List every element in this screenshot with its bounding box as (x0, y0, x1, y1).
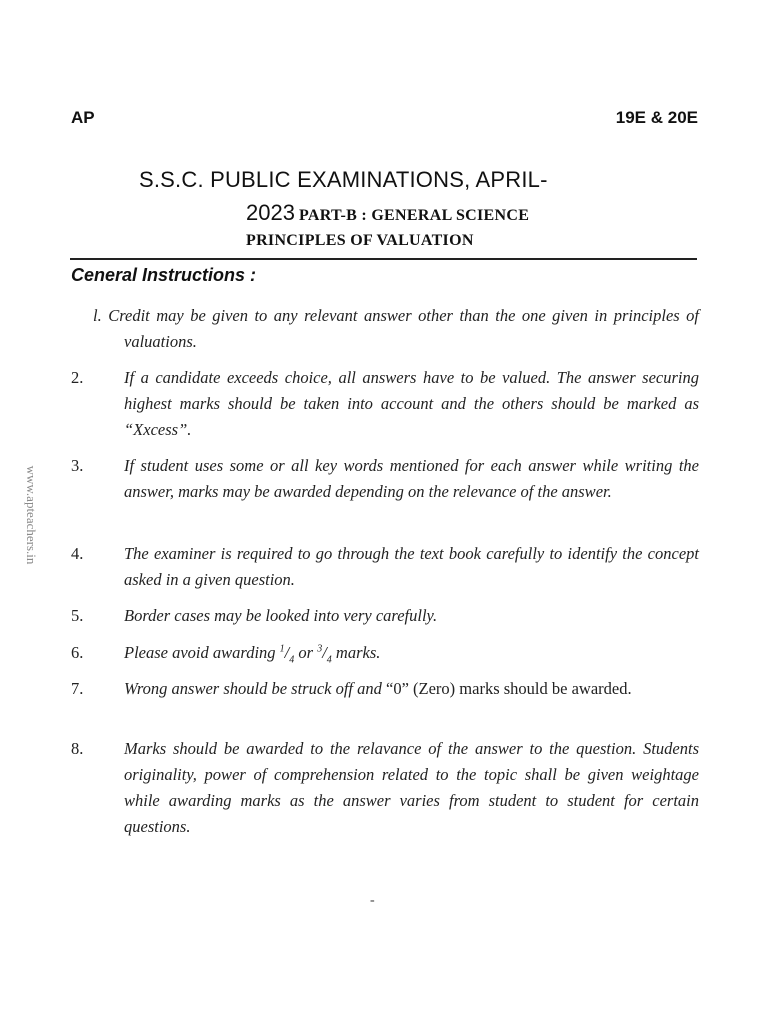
fraction-three-quarters: $^3/_4$ (317, 643, 332, 666)
instruction-number: 2. (71, 368, 84, 387)
instruction-number: 4. (71, 544, 84, 563)
instruction-number: 7. (71, 679, 84, 698)
instruction-item-7 (71, 677, 699, 701)
instruction-text: If a candidate exceeds choice, all answers have to be valued. The answer securing highest marks should be taken into account and the others should be marked as “Xxcess”. (124, 368, 699, 439)
instruction-item-3 (71, 453, 699, 505)
instruction-item-1 (71, 303, 699, 355)
fraction-denominator: 4 (289, 654, 295, 666)
exam-year: 2023 (246, 200, 295, 225)
fraction-one-quarter: $^1/_4$ (279, 643, 295, 666)
instruction-item-2 (71, 365, 699, 443)
instruction-text: Wrong answer should be struck off and (124, 679, 382, 698)
instruction-number: 3. (71, 456, 84, 475)
instruction-text: or (298, 643, 314, 662)
instruction-number: 5. (71, 606, 84, 625)
instruction-item-8 (71, 736, 699, 840)
instruction-number: l. (93, 306, 102, 325)
instruction-number: 6. (71, 643, 84, 662)
exam-title: S.S.C. PUBLIC EXAMINATIONS, APRIL- (139, 167, 548, 192)
exam-part: PART-B : GENERAL SCIENCE (298, 207, 530, 224)
instruction-text: marks. (335, 643, 381, 662)
instruction-text-upright: “0” (Zero) marks should be awarded. (386, 679, 632, 698)
instruction-text: The examiner is required to go through the text book carefully to identify the concept asked in a given question. (124, 544, 699, 589)
document-heading: PRINCIPLES OF VALUATION (246, 232, 474, 249)
instruction-text: Marks should be awarded to the relavance of the answer to the question. Students originality, power of comprehension related to the topic shall be given weightage while awarding marks as the answer varies from student to student for certain questions. (124, 739, 699, 836)
page-marker: - (370, 893, 375, 908)
instruction-text: If student uses some or all key words mentioned for each answer while writing the answer, marks may be awarded depending on the relevance of the answer. (124, 456, 699, 501)
instruction-text: Credit may be given to any relevant answer other than the one given in principles of valuations. (108, 306, 699, 351)
watermark: www.apteachers.in (24, 465, 39, 565)
instruction-text: Border cases may be looked into very carefully. (124, 606, 438, 625)
instruction-text: Please avoid awarding (124, 643, 276, 662)
paper-code-left: AP (71, 108, 95, 127)
exam-subtitle (246, 200, 529, 226)
paper-code-right: 19E & 20E (615, 108, 698, 127)
section-heading: Ceneral Instructions : (71, 265, 257, 285)
fraction-numerator: 1 (279, 643, 285, 655)
instruction-item-4 (71, 541, 699, 593)
instruction-item-6 (71, 640, 699, 666)
fraction-numerator: 3 (317, 643, 323, 655)
fraction-denominator: 4 (326, 654, 332, 666)
instruction-item-5 (71, 603, 699, 629)
instruction-number: 8. (71, 739, 84, 758)
divider-rule (70, 258, 697, 260)
